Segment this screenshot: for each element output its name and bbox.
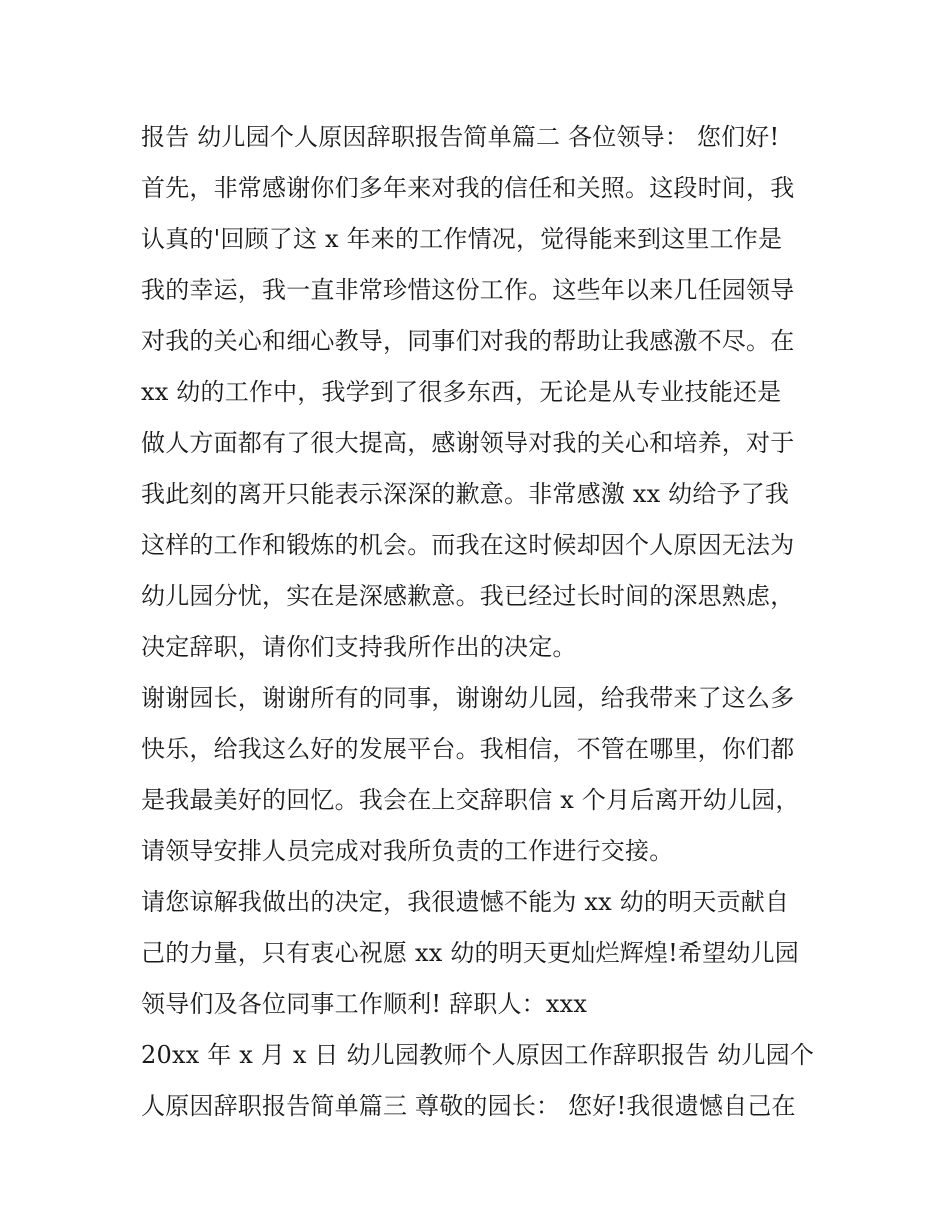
text-line: 是我最美好的回忆。我会在上交辞职信 x 个月后离开幼儿园，	[141, 786, 800, 814]
text-line: 报告 幼儿园个人原因辞职报告简单篇二 各位领导： 您们好!	[141, 123, 780, 151]
text-line: 做人方面都有了很大提高，感谢领导对我的关心和培养，对于	[141, 429, 795, 457]
text-line: xx 幼的工作中，我学到了很多东西，无论是从专业技能还是	[141, 378, 782, 406]
text-line: 决定辞职，请你们支持我所作出的决定。	[141, 633, 577, 661]
text-line: 幼儿园分忧，实在是深感歉意。我已经过长时间的深思熟虑，	[141, 582, 795, 610]
text-line: 我此刻的离开只能表示深深的歉意。非常感激 xx 幼给予了我	[141, 480, 790, 508]
document-body	[141, 112, 821, 1132]
text-line: 这样的工作和锻炼的机会。而我在这时候却因个人原因无法为	[141, 531, 795, 559]
text-line: 快乐，给我这么好的发展平台。我相信，不管在哪里，你们都	[141, 735, 795, 763]
text-line: 人原因辞职报告简单篇三 尊敬的园长： 您好!我很遗憾自己在	[141, 1092, 796, 1120]
text-line: 对我的关心和细心教导，同事们对我的帮助让我感激不尽。在	[141, 327, 795, 355]
text-line: 请领导安排人员完成对我所负责的工作进行交接。	[141, 837, 674, 865]
text-line: 领导们及各位同事工作顺利! 辞职人：xxx	[141, 990, 588, 1018]
text-line: 请您谅解我做出的决定，我很遗憾不能为 xx 幼的明天贡献自	[141, 888, 790, 916]
text-line: 谢谢园长，谢谢所有的同事，谢谢幼儿园，给我带来了这么多	[141, 684, 795, 712]
text-line: 20xx 年 x 月 x 日 幼儿园教师个人原因工作辞职报告 幼儿园个	[141, 1041, 815, 1069]
text-line: 己的力量，只有衷心祝愿 xx 幼的明天更灿烂辉煌!希望幼儿园	[141, 939, 799, 967]
text-line: 我的幸运，我一直非常珍惜这份工作。这些年以来几任园领导	[141, 276, 795, 304]
text-line: 认真的'回顾了这 x 年来的工作情况，觉得能来到这里工作是	[141, 225, 783, 253]
text-line: 首先，非常感谢你们多年来对我的信任和关照。这段时间，我	[141, 174, 795, 202]
